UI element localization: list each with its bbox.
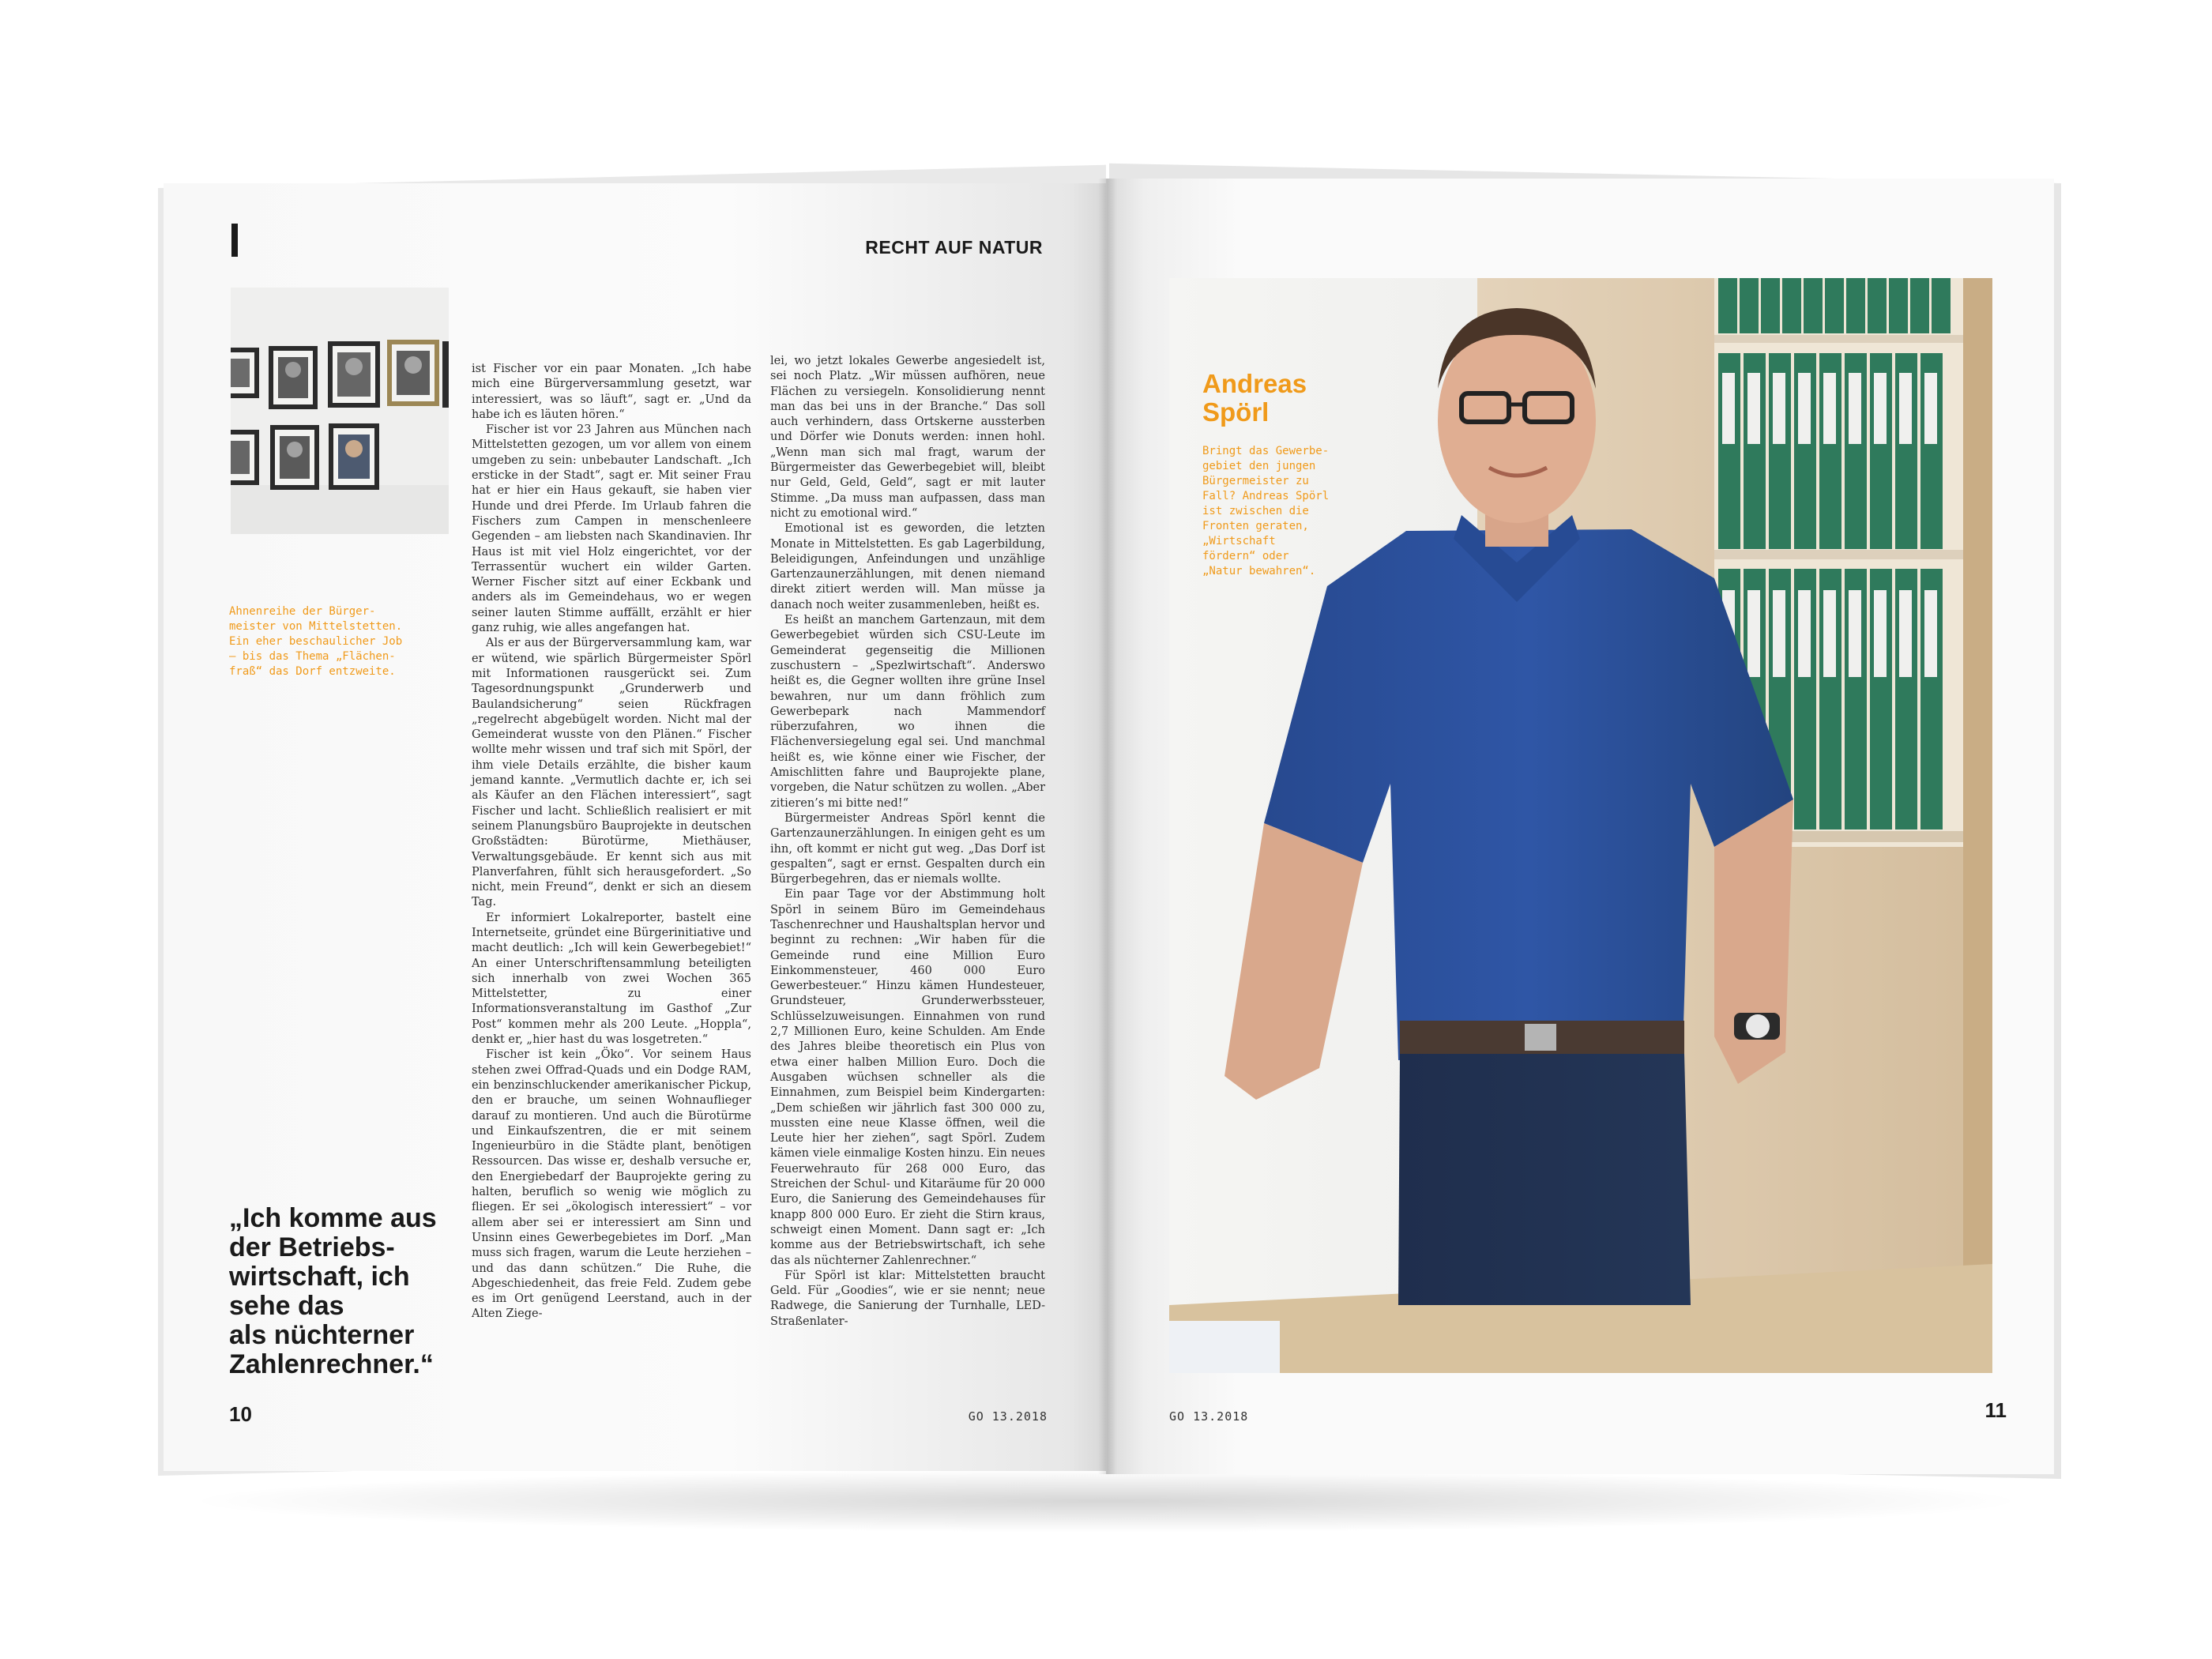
photo-caption-left: Ahnenreihe der Bürger- meister von Mittelstetten. Ein eher beschaulicher Job – bis das Thema „Flächen- fraß“ das Dorf entzweite.: [229, 605, 403, 678]
paragraph: ist Fischer vor ein paar Monaten. „Ich habe mich eine Bürgerversammlung gesetzt, war interessiert, was so läuft“, sagt er. „Und da habe ich es läuten hören.“: [472, 363, 751, 421]
spine-gutter: [1098, 179, 1117, 1474]
paragraph: Für Spörl ist klar: Mittelstetten braucht Geld. Für „Goodies“, wie er sie nennt; neue Radwege, die Sanierung der Turnhalle, LED-Straßenlater-: [770, 1269, 1045, 1328]
page-number-right: 11: [1984, 1398, 2007, 1422]
paragraph: Er informiert Lokalreporter, bastelt eine Internetseite, gründet eine Bürgerinitiative und macht deutlich: „Ich will kein Gewerbegebiet!“ An einer Unterschriftensammlung beteiligten sich innerhalb von zwei Wochen 365 Mittelstetter, zu einer Informationsveranstaltung im Gasthof „Zur Post“ kommen mehr als 200 Leute. „Hoppla“, denkt er, „hier hast du was losgetreten.“: [472, 911, 751, 1047]
article-column-2: [770, 354, 1045, 1330]
issue-label-left: GO 13.2018: [968, 1409, 1048, 1424]
portrait-photo: [1169, 278, 1992, 1373]
magazine-shadow: [182, 1469, 2030, 1533]
paragraph: Es heißt an manchem Gartenzaun, mit dem Gewerbegebiet würden sich CSU-Leute im Gemeinderat gegenseitig die Millionen zuschustern – „Spezlwirtschaft“. Anderswo heißt es, die Gegner wollten ihre grüne Insel bewahren, nur um dann fröhlich zum Gewerbepark nach Mammendorf rüberzufahren, wo ihnen die Flächenversiegelung egal sei. Und manchmal heißt es, wie könne einer wie Fischer, der Amischlitten fahre und Bauprojekte plane, vorgeben, die Natur schützen zu wollen. „Aber zitieren’s mi bitte ned!“: [770, 614, 1045, 810]
section-marker-bar: [231, 224, 238, 257]
paragraph: Fischer ist vor 23 Jahren aus München nach Mittelstetten gezogen, um vor allem von einem umgeben zu sein: unbebauter Landschaft. „Ich ersticke in der Stadt“, sagt er. Mit seiner Frau hat er hier ein Haus gekauft, sie haben vier Hunde und drei Pferde. Im Urlaub fahren die Fischers zum Campen in menschenleere Gegenden – am liebsten nach Skandinavien. Ihr Haus ist mit viel Holz eingerichtet, vor der Terrassentür wuchert ein wilder Garten. Werner Fischer sitzt auf einer Eckbank und anders als im Gemeindehaus, wo er wegen seiner lauten Stimme auffällt, erzählt er hier ganz ruhig, wie alles angefangen hat.: [472, 423, 751, 635]
issue-label-right: GO 13.2018: [1169, 1409, 1249, 1424]
paragraph: Fischer ist kein „Öko“. Vor seinem Haus stehen zwei Offrad-Quads und ein Dodge RAM, ein benzinschluckender amerikanischer Pickup, den er brauche, um seinen Wohnauflieger darauf zu montieren. Und auch die Bürotürme und Einkaufszentren, die er mit seinem Ingenieurbüro in die Städte plant, benötigen Ressourcen. Das wisse er, deshalb versuche er, den Energiebedarf der Bauprojekte gering zu halten, beruflich so wenig wie möglich zu fliegen. Er sei „ökologisch interessiert“ – vor allem aber sei er interessiert am Sinn und Unsinn eines Gewerbegebietes im Dorf. „Man muss sich fragen, warum die Leute herziehen – und das dann schützen.“ Die Ruhe, die Abgeschiedenheit, das freie Feld. Zudem gebe es im Ort genügend Leerstand, auch in der Alten Ziege-: [472, 1048, 751, 1321]
page-number-left: 10: [229, 1402, 252, 1426]
paragraph: Bürgermeister Andreas Spörl kennt die Gartenzaunerzählungen. In einigen geht es um ihn, oft kommt er nicht gut weg. „Das Dorf ist gespalten“, sagt er ernst. Gespalten durch ein Bürgerbegehren, das er niemals wollte.: [770, 811, 1045, 886]
paragraph: Emotional ist es geworden, die letzten Monate in Mittelstetten. Es gab Lagerbildung, Beleidigungen, Anfeindungen und unzählige Gartenzaunerzählungen, mit denen niemand direkt zitiert werden will. Man müsse ja danach noch weiter zusammenleben, heißt es.: [770, 522, 1045, 611]
section-title: RECHT AUF NATUR: [865, 237, 1043, 258]
paragraph: Ein paar Tage vor der Abstimmung holt Spörl in seinem Büro im Gemeindehaus Taschenrechner und Haushaltsplan hervor und beginnt zu rechnen: „Wir haben für die Gemeinde rund eine Million Euro Einkommensteuer, 460 000 Euro Gewerbesteuer.“ Hinzu kämen Hundesteuer, Grundsteuer, Grunderwerbssteuer, Schlüsselzuweisungen. Einnahmen von rund 2,7 Millionen Euro, keine Schulden. Am Ende des Jahres bleibe theoretisch ein Plus von etwa einer halben Million Euro. Doch die Ausgaben wüchsen schneller als die Einnahmen, zum Beispiel beim Kindergarten: „Dem schießen wir jährlich fast 300 000 zu, mussten eine neue Klasse öffnen, weil die Leute hier her ziehen“, sagt Spörl. Zudem kämen viele einmalige Kosten hinzu. Ein neues Feuerwehrauto für 268 000 Euro, das Streichen der Schul- und Kitaräume für 20 000 Euro, die Sanierung des Gemeindehauses für knapp 800 000 Euro. Er zieht die Stirn kraus, schweigt einen Moment. Dann sagt er: „Ich komme aus der Betriebswirtschaft, ich sehe das als nüchterner Zahlenrechner.“: [770, 888, 1045, 1267]
pull-quote: „Ich komme aus der Betriebs- wirtschaft, ich sehe das als nüchterner Zahlenrechner.“: [229, 1203, 437, 1379]
paragraph: Als er aus der Bürgerversammlung kam, war er wütend, wie spärlich Bürgermeister Spörl mit Informationen rausgerückt sei. Zum Tagesordnungspunkt „Grunderwerb und Baulandsicherung“ seien Rückfragen „regelrecht abgebügelt worden. Nicht mal der Gemeinderat wusste von den Plänen.“ Fischer wollte mehr wissen und traf sich mit Spörl, der ihm viele Details erzählte, die bisher kaum jemand kannte. „Vermutlich dachte er, ich sei als Käufer an den Flächen interessiert“, sagt Fischer und lacht. Schließlich realisiert er mit seinem Planungsbüro Bauprojekte in deutschen Großstädten: Bürotürme, Miethäuser, Verwaltungsgebäude. Er kennt sich aus mit Planverfahren, fühlt sich herausgefordert. „So nicht, mein Freund“, denkt er sich an diesem Tag.: [472, 637, 751, 909]
person-name: Andreas Spörl: [1202, 369, 1307, 427]
article-column-1: [472, 362, 751, 1322]
photo-caption-right: Bringt das Gewerbe- gebiet den jungen Bürgermeister zu Fall? Andreas Spörl ist zwischen die Fronten geraten, „Wirtschaft fördern“ oder „Natur bewahren“.: [1202, 445, 1330, 577]
paragraph: lei, wo jetzt lokales Gewerbe angesiedelt ist, sei noch Platz. „Wir müssen aufhören, neue Flächen zu versiegeln. Konsolidierung nennt man das bei uns in der Branche.“ Das soll auch verhindern, dass Ortskerne aussterben und Dörfer wie Donuts werden: innen hohl. „Wenn man sich mal fragt, warum der Bürgermeister das Gewerbegebiet will, bleibt nur Geld, Geld, Geld“, sagt er mit lauter Stimme. „Da muss man aufpassen, dass man nicht zu emotional wird.“: [770, 355, 1045, 520]
mayor-portraits-photo: [231, 288, 449, 534]
